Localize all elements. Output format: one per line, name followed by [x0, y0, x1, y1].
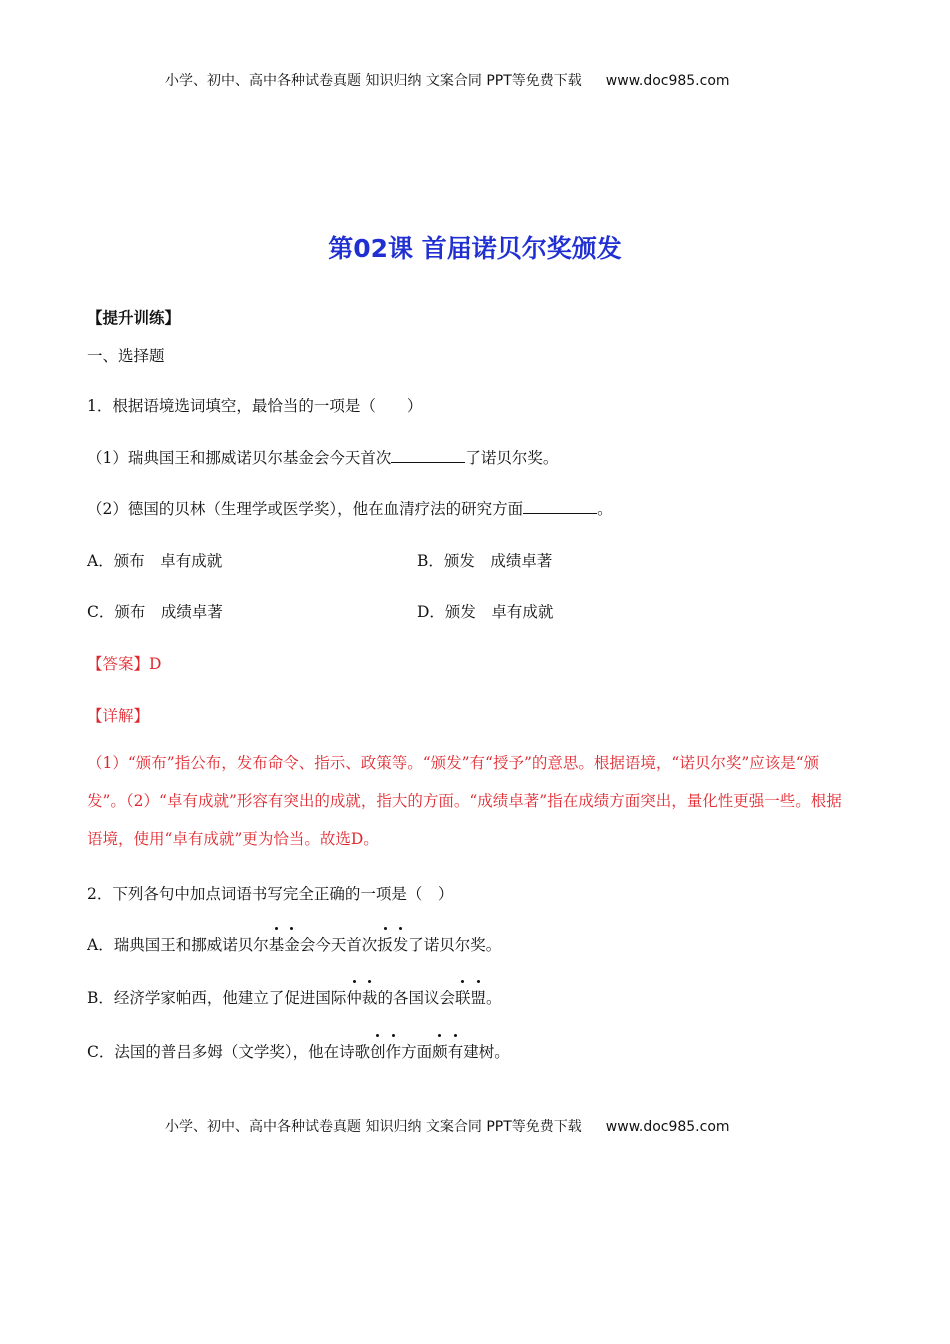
q2-a-pre: A．瑞典国王和挪威诺贝尔 [87, 936, 269, 954]
page-title: 第02课 首届诺贝尔奖颁发 [328, 234, 622, 263]
dotted-char: 发 [393, 933, 409, 955]
dotted-char: 盟 [470, 986, 486, 1008]
q1-answer [87, 652, 161, 674]
footer-text: 小学、初中、高中各种试卷真题 知识归纳 文案合同 PPT等免费下载 [165, 1119, 582, 1135]
q1-option-c: C．颁布 成绩卓著 [87, 603, 223, 621]
dotted-char: 联 [455, 986, 471, 1008]
q2-stem: 2．下列各句中加点词语书写完全正确的一项是（ ） [87, 885, 454, 903]
q2-b-pre: B．经济学家帕西，他建立了促进国际 [87, 989, 347, 1007]
q1-s2-pre: （2）德国的贝林（生理学或医学奖），他在血清疗法的研究方面 [87, 500, 524, 518]
q2-b-mid: 的各国议会 [377, 989, 455, 1007]
q2-c-mid: 方面 [401, 1043, 433, 1061]
q2-c-pre: C．法国的普吕多姆（文学奖），他在诗歌 [87, 1043, 371, 1061]
header-text: 小学、初中、高中各种试卷真题 知识归纳 文案合同 PPT等免费下载 [165, 73, 582, 89]
q2-a-mid: 会今天首次 [299, 936, 378, 954]
q1-sentence-1 [87, 446, 558, 468]
q1-option-a: A．颁布 卓有成就 [87, 552, 223, 570]
section-heading: 一、选择题 [87, 347, 165, 365]
answer-value: D [149, 655, 162, 673]
footer-url[interactable]: www.doc985.com [605, 1119, 730, 1135]
dotted-char: 裁 [362, 986, 378, 1008]
dotted-char: 金 [284, 933, 300, 955]
header-url[interactable]: www.doc985.com [605, 73, 730, 89]
dotted-char: 作 [386, 1040, 402, 1062]
q1-sentence-2 [87, 497, 613, 519]
q2-option-b [87, 986, 502, 1008]
explain-label: 【详解】 [87, 707, 150, 725]
q1-option-b: B．颁发 成绩卓著 [417, 552, 553, 570]
q2-b-post: 。 [485, 989, 502, 1007]
q2-a-post: 了诺贝尔奖。 [408, 936, 502, 954]
dotted-char: 创 [370, 1040, 386, 1062]
q1-s1-post: 了诺贝尔奖。 [465, 449, 559, 467]
q2-c-post: 建树。 [463, 1043, 510, 1061]
q2-option-a [87, 933, 501, 955]
q1-s2-post: 。 [597, 500, 613, 518]
q2-option-c [87, 1040, 510, 1062]
page-footer [165, 1116, 730, 1136]
dotted-char: 有 [448, 1040, 464, 1062]
dotted-char: 仲 [346, 986, 362, 1008]
answer-label: 【答案】 [87, 655, 150, 673]
explanation-text: （1）“颁布”指公布，发布命令、指示、政策等。“颁发”有“授予”的意思。根据语境，“诺贝尔奖”应该是“颁发”。（2）“卓有成就”形容有突出的成就，指大的方面。“成绩卓著”指在成绩方面突出，量化性更强一些。根据语境，使用“卓有成就”更为恰当。故选D。 [87, 754, 842, 848]
q1-option-d: D．颁发 卓有成就 [417, 603, 554, 621]
q1-blank-2 [523, 499, 597, 514]
page-header [165, 70, 730, 90]
dotted-char: 基 [269, 933, 285, 955]
q1-stem: 1．根据语境选词填空，最恰当的一项是（ ） [87, 397, 423, 415]
dotted-char: 颇 [432, 1040, 448, 1062]
q1-blank-1 [391, 448, 465, 463]
q1-s1-pre: （1）瑞典国王和挪威诺贝尔基金会今天首次 [87, 449, 392, 467]
section-tag: 【提升训练】 [87, 308, 181, 327]
dotted-char: 扳 [377, 933, 393, 955]
